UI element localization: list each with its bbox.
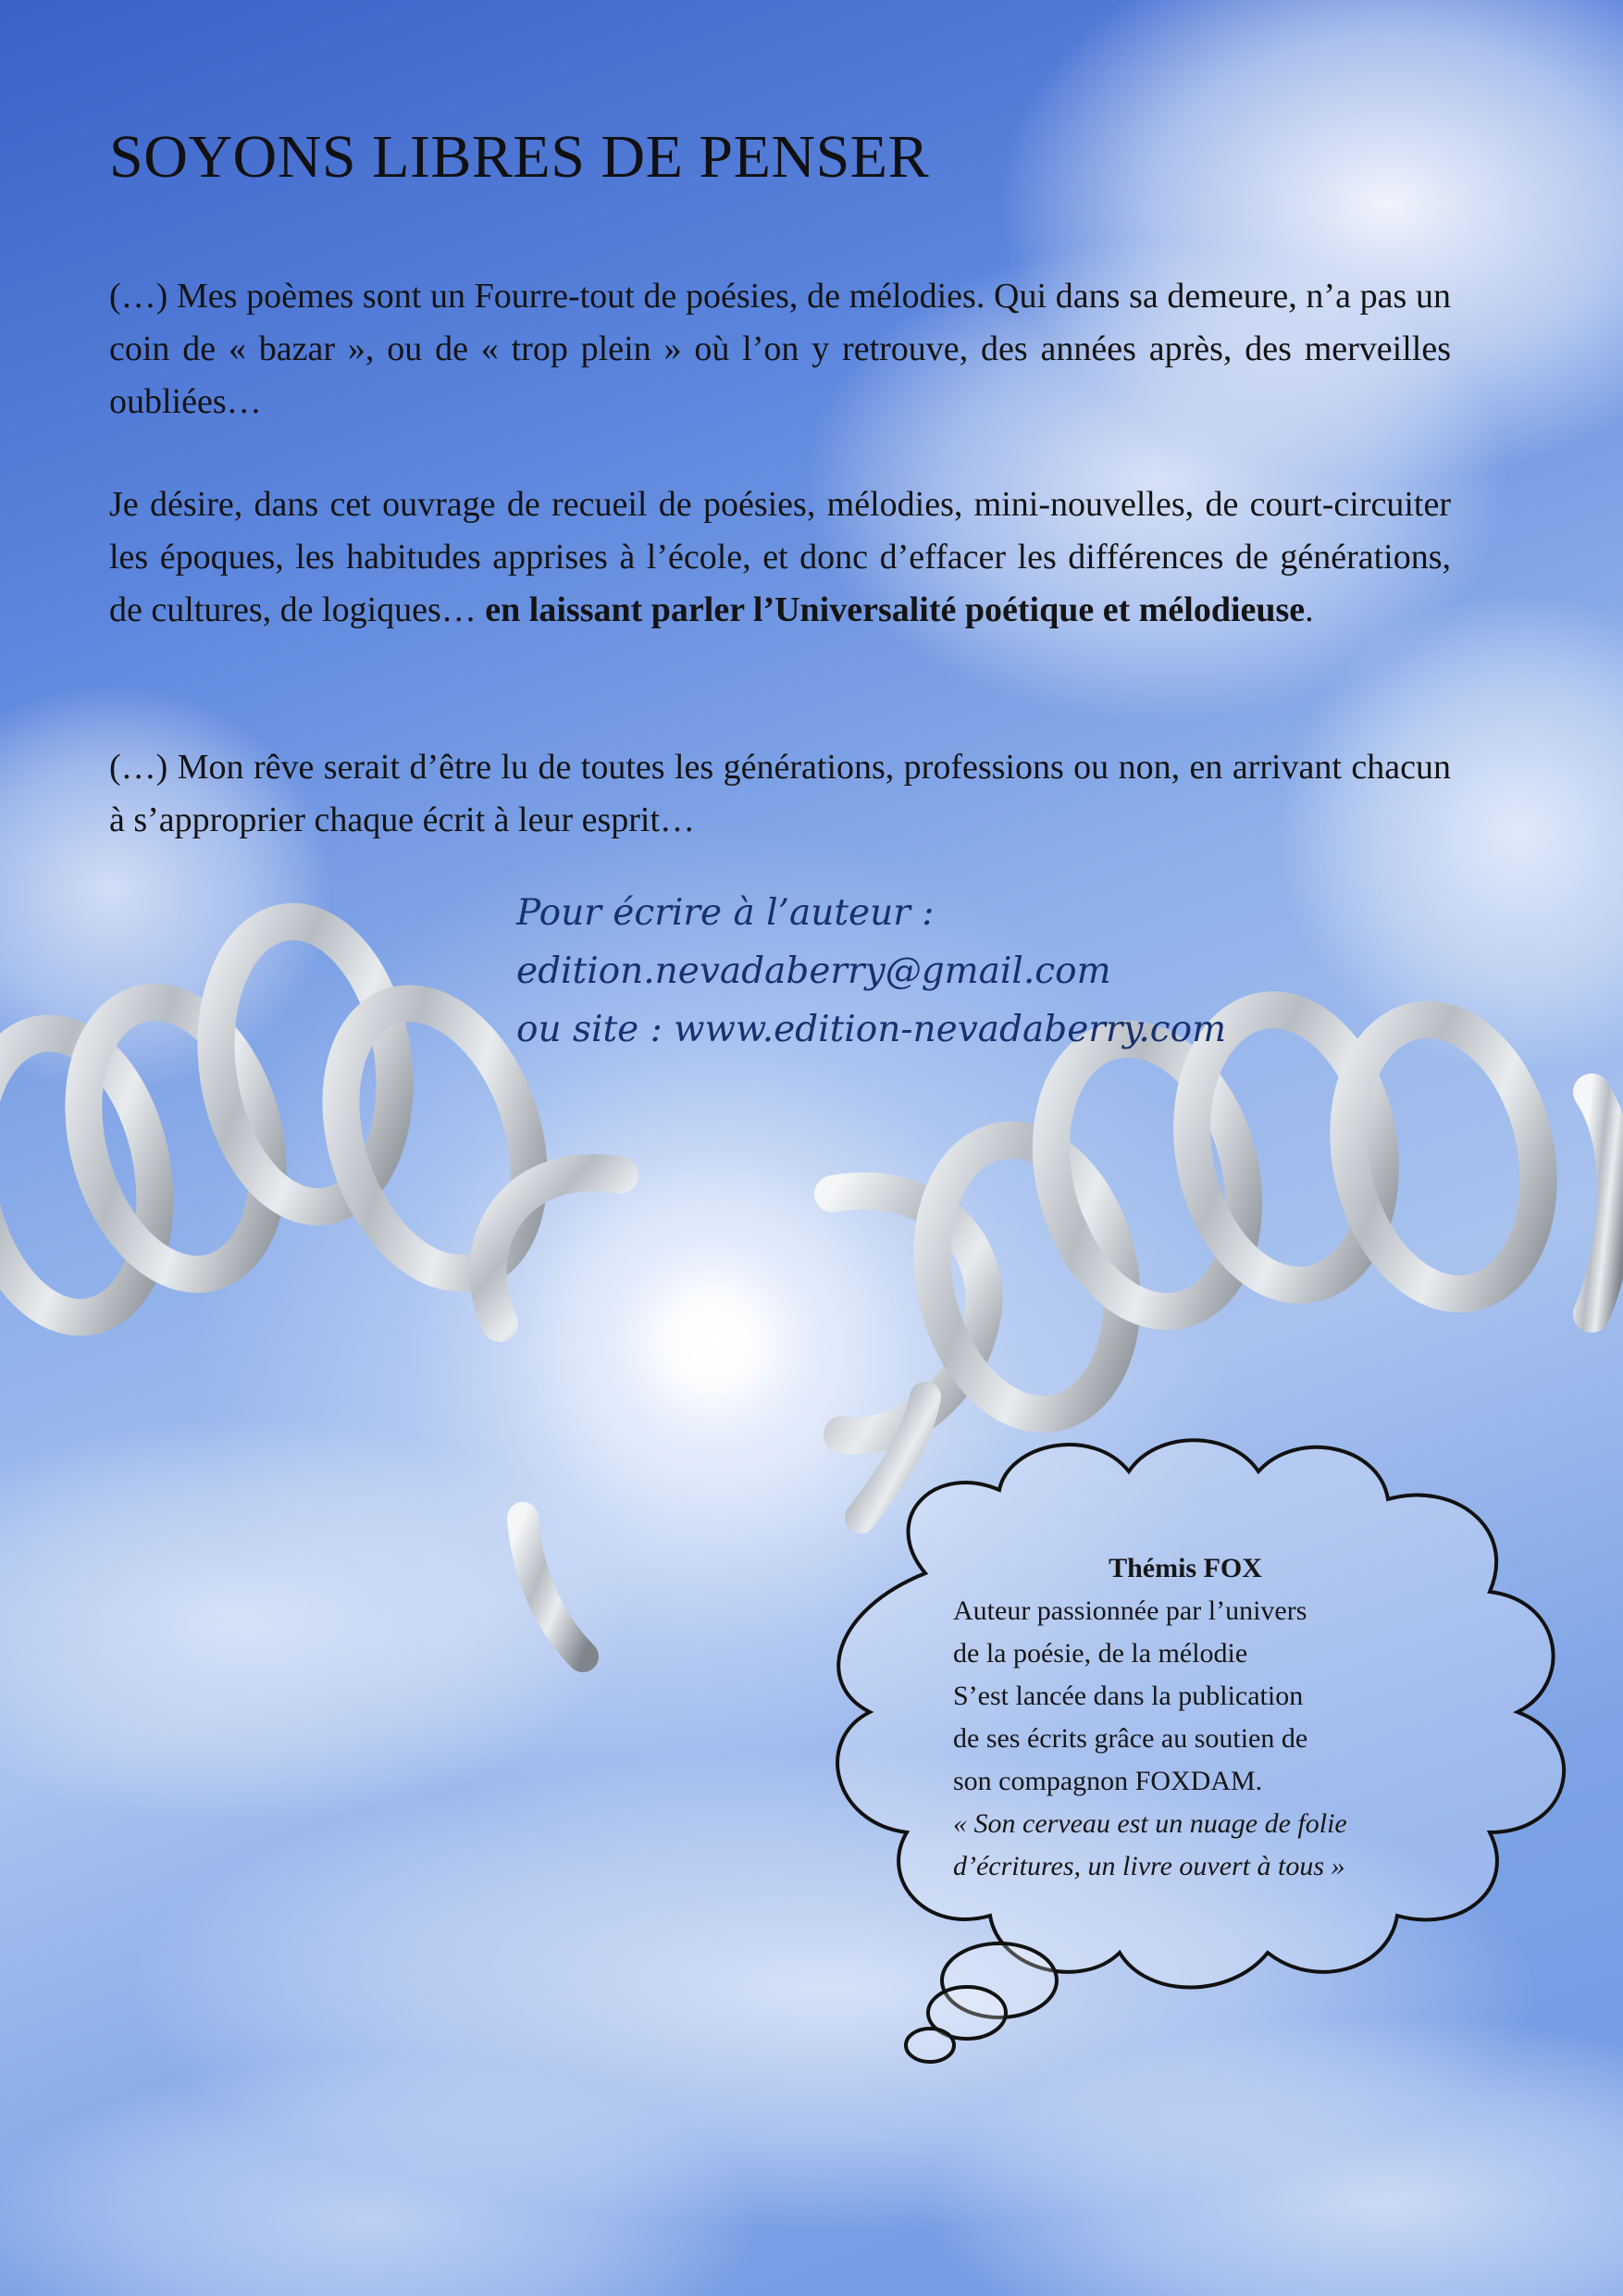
contact-email-link[interactable]: edition.nevadaberry@gmail.com xyxy=(516,950,1111,992)
paragraph-wish xyxy=(109,478,1451,637)
bio-line: de ses écrits grâce au soutien de xyxy=(953,1723,1308,1754)
contact-heading: Pour écrire à l’auteur : xyxy=(516,892,935,934)
author-bio xyxy=(953,1547,1418,1888)
paragraph-wish-bold: en laissant parler l’Universalité poétique et mélodieuse xyxy=(485,590,1306,629)
paragraph-dream: (…) Mon rêve serait d’être lu de toutes les générations, professions ou non, en arrivant chacun à s’approprier chaque écrit à leur esprit… xyxy=(109,748,1451,839)
paragraph-wish-text: Je désire, dans cet ouvrage de recueil de poésies, mélodies, mini-nouvelles, de court-circuiter les époques, les habitudes apprises à l’école, et donc d’effacer les différences de générations, de cultures, de logiques… xyxy=(109,485,1451,629)
contact-site-link[interactable]: ou site : www.edition-nevadaberry.com xyxy=(516,1009,1227,1050)
bio-quote: « Son cerveau est un nuage de folie xyxy=(953,1808,1347,1839)
page-title: SOYONS LIBRES DE PENSER xyxy=(109,123,930,191)
paragraph-wish-end: . xyxy=(1305,590,1314,629)
author-contact xyxy=(516,884,1349,1059)
bio-line: S’est lancée dans la publication xyxy=(953,1681,1304,1711)
bio-line: Auteur passionnée par l’univers xyxy=(953,1595,1307,1626)
paragraph-intro: (…) Mes poèmes sont un Fourre-tout de poésies, de mélodies. Qui dans sa demeure, n’a pas un coin de « bazar », ou de « trop plein » où l’on y retrouve, des années après, des merveilles oubliées… xyxy=(109,277,1451,421)
bio-line: de la poésie, de la mélodie xyxy=(953,1638,1248,1669)
bio-line: son compagnon FOXDAM. xyxy=(953,1766,1263,1796)
author-name: Thémis FOX xyxy=(1109,1553,1262,1583)
bio-quote: d’écritures, un livre ouvert à tous » xyxy=(953,1851,1345,1881)
